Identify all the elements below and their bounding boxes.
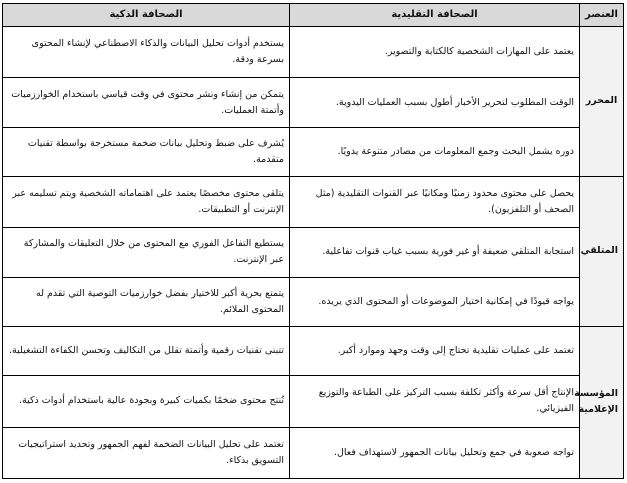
element-recipient: المتلقي [580, 176, 624, 326]
smart-cell: يتلقى محتوى مخصصًا يعتمد على اهتماماته الشخصية ويتم تسليمه عبر الإنترنت أو التطبيقات. [3, 176, 290, 227]
table-row [3, 228, 624, 277]
traditional-cell: الإنتاج أقل سرعة وأكثر تكلفة بسبب التركيز على الطباعة والتوزيع الفيزيائي. [290, 376, 580, 427]
smart-cell: تتبنى تقنيات رقمية وأتمتة تقلل من التكاليف وتحسن الكفاءة التشغيلية. [3, 326, 290, 375]
comparison-table [2, 3, 624, 479]
header-traditional: الصحافة التقليدية [290, 4, 580, 27]
header-smart: الصحافة الذكية [3, 4, 290, 27]
smart-cell: يُشرف على ضبط وتحليل بيانات ضخمة مستخرجة بواسطة تقنيات متقدمة. [3, 127, 290, 176]
smart-cell: يتمكن من إنشاء ونشر محتوى في وقت قياسي باستخدام الخوارزميات وأتمتة العمليات. [3, 78, 290, 127]
header-row [3, 4, 624, 27]
smart-cell: تُنتج محتوى ضخمًا بكميات كبيرة وبجودة عالية باستخدام أدوات ذكية. [3, 376, 290, 427]
traditional-cell: تعتمد على عمليات تقليدية تحتاج إلى وقت وجهد وموارد أكبر. [290, 326, 580, 375]
table-row [3, 277, 624, 326]
table-row [3, 427, 624, 478]
smart-cell: تعتمد على تحليل البيانات الضخمة لفهم الجمهور وتحديد استراتيجيات التسويق بذكاء. [3, 427, 290, 478]
table-row [3, 127, 624, 176]
table-row [3, 78, 624, 127]
header-element: العنصر [580, 4, 624, 27]
smart-cell: يستطيع التفاعل الفوري مع المحتوى من خلال التعليقات والمشاركة عبر الإنترنت. [3, 228, 290, 277]
table-row [3, 27, 624, 78]
traditional-cell: استجابة المتلقي ضعيفة أو غير فورية بسبب غياب قنوات تفاعلية. [290, 228, 580, 277]
traditional-cell: الوقت المطلوب لتحرير الأخبار أطول بسبب العمليات اليدوية. [290, 78, 580, 127]
traditional-cell: دوره يشمل البحث وجمع المعلومات من مصادر متنوعة يدويًا. [290, 127, 580, 176]
smart-cell: يتمتع بحرية أكبر للاختيار بفضل خوارزميات التوصية التي تقدم له المحتوى الملائم. [3, 277, 290, 326]
traditional-cell: يعتمد على المهارات الشخصية كالكتابة والتصوير. [290, 27, 580, 78]
smart-cell: يستخدم أدوات تحليل البيانات والذكاء الاصطناعي لإنشاء المحتوى بسرعة ودقة. [3, 27, 290, 78]
traditional-cell: يحصل على محتوى محدود زمنيًا ومكانيًا عبر القنوات التقليدية (مثل الصحف أو التلفزيون). [290, 176, 580, 227]
table-row [3, 176, 624, 227]
element-media-institution: المؤسسة الإعلامية [580, 326, 624, 478]
table-row [3, 326, 624, 375]
traditional-cell: تواجه صعوبة في جمع وتحليل بيانات الجمهور لاستهداف فعال. [290, 427, 580, 478]
table-row [3, 376, 624, 427]
traditional-cell: يواجه قيودًا في إمكانية اختيار الموضوعات أو المحتوى الذي يريده. [290, 277, 580, 326]
element-editor: المحرر [580, 27, 624, 177]
